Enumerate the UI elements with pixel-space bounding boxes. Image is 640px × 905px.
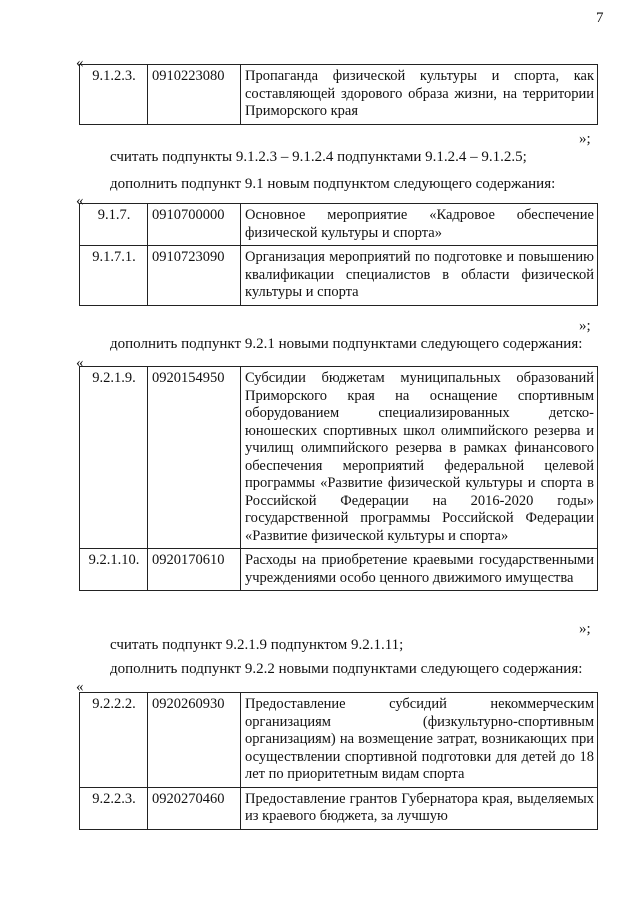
open-quote: « [76, 55, 84, 71]
open-quote: « [76, 193, 84, 209]
paragraph-intro: дополнить подпункт 9.2.1 новыми подпунктами следующего содержания: [110, 336, 583, 352]
budget-code: 0910723090 [148, 246, 241, 306]
paragraph-intro: дополнить подпункт 9.1 новым подпунктом следующего содержания: [110, 176, 556, 192]
budget-code: 0920260930 [148, 693, 241, 788]
budget-table-2 [79, 203, 598, 306]
row-number: 9.2.1.10. [80, 549, 148, 591]
budget-table-3 [79, 366, 598, 591]
budget-table-4 [79, 692, 598, 830]
table-row [80, 787, 598, 829]
open-quote: « [76, 679, 84, 695]
budget-code: 0920170610 [148, 549, 241, 591]
page-number: 7 [596, 10, 604, 26]
closing-quote: »; [579, 621, 591, 637]
row-description: Предоставление субсидий некоммерческим организациям (физкультурно-спортивным организациям) на возмещение затрат, возникающих при осуществлении спортивной подготовки для детей до 18 лет по приоритетным видам спорта [241, 693, 598, 788]
row-number: 9.1.7. [80, 204, 148, 246]
table-row [80, 367, 598, 549]
table-row [80, 204, 598, 246]
row-description: Расходы на приобретение краевыми государственными учреждениями особо ценного движимого имущества [241, 549, 598, 591]
budget-code: 0920154950 [148, 367, 241, 549]
row-number: 9.2.2.3. [80, 787, 148, 829]
open-quote: « [76, 355, 84, 371]
paragraph-intro: дополнить подпункт 9.2.2 новыми подпунктами следующего содержания: [110, 661, 583, 677]
row-description: Организация мероприятий по подготовке и повышению квалификации специалистов в области физической культуры и спорта [241, 246, 598, 306]
row-number: 9.2.1.9. [80, 367, 148, 549]
paragraph-renumber: считать подпункты 9.1.2.3 – 9.1.2.4 подпунктами 9.1.2.4 – 9.1.2.5; [110, 149, 527, 165]
row-number: 9.1.2.3. [80, 65, 148, 125]
table-row [80, 246, 598, 306]
row-description: Пропаганда физической культуры и спорта, как составляющей здорового образа жизни, на территории Приморского края [241, 65, 598, 125]
table-row [80, 65, 598, 125]
table-row [80, 549, 598, 591]
row-description: Субсидии бюджетам муниципальных образований Приморского края на оснащение спортивным оборудованием специализированных детско-юношеских спортивных школ олимпийского резерва и училищ олимпийского резерва в рамках финансового обеспечения мероприятий федеральной целевой программы «Развитие физической культуры и спорта в Российской Федерации на 2016-2020 годы» государственной программы Российской Федерации «Развитие физической культуры и спорта» [241, 367, 598, 549]
closing-quote: »; [579, 318, 591, 334]
paragraph-renumber: считать подпункт 9.2.1.9 подпунктом 9.2.1.11; [110, 637, 404, 653]
row-number: 9.2.2.2. [80, 693, 148, 788]
budget-code: 0910223080 [148, 65, 241, 125]
row-description: Предоставление грантов Губернатора края, выделяемых из краевого бюджета, за лучшую [241, 787, 598, 829]
budget-code: 0920270460 [148, 787, 241, 829]
budget-table-1 [79, 64, 598, 125]
row-number: 9.1.7.1. [80, 246, 148, 306]
table-row [80, 693, 598, 788]
closing-quote: »; [579, 131, 591, 147]
row-description: Основное мероприятие «Кадровое обеспечение физической культуры и спорта» [241, 204, 598, 246]
budget-code: 0910700000 [148, 204, 241, 246]
